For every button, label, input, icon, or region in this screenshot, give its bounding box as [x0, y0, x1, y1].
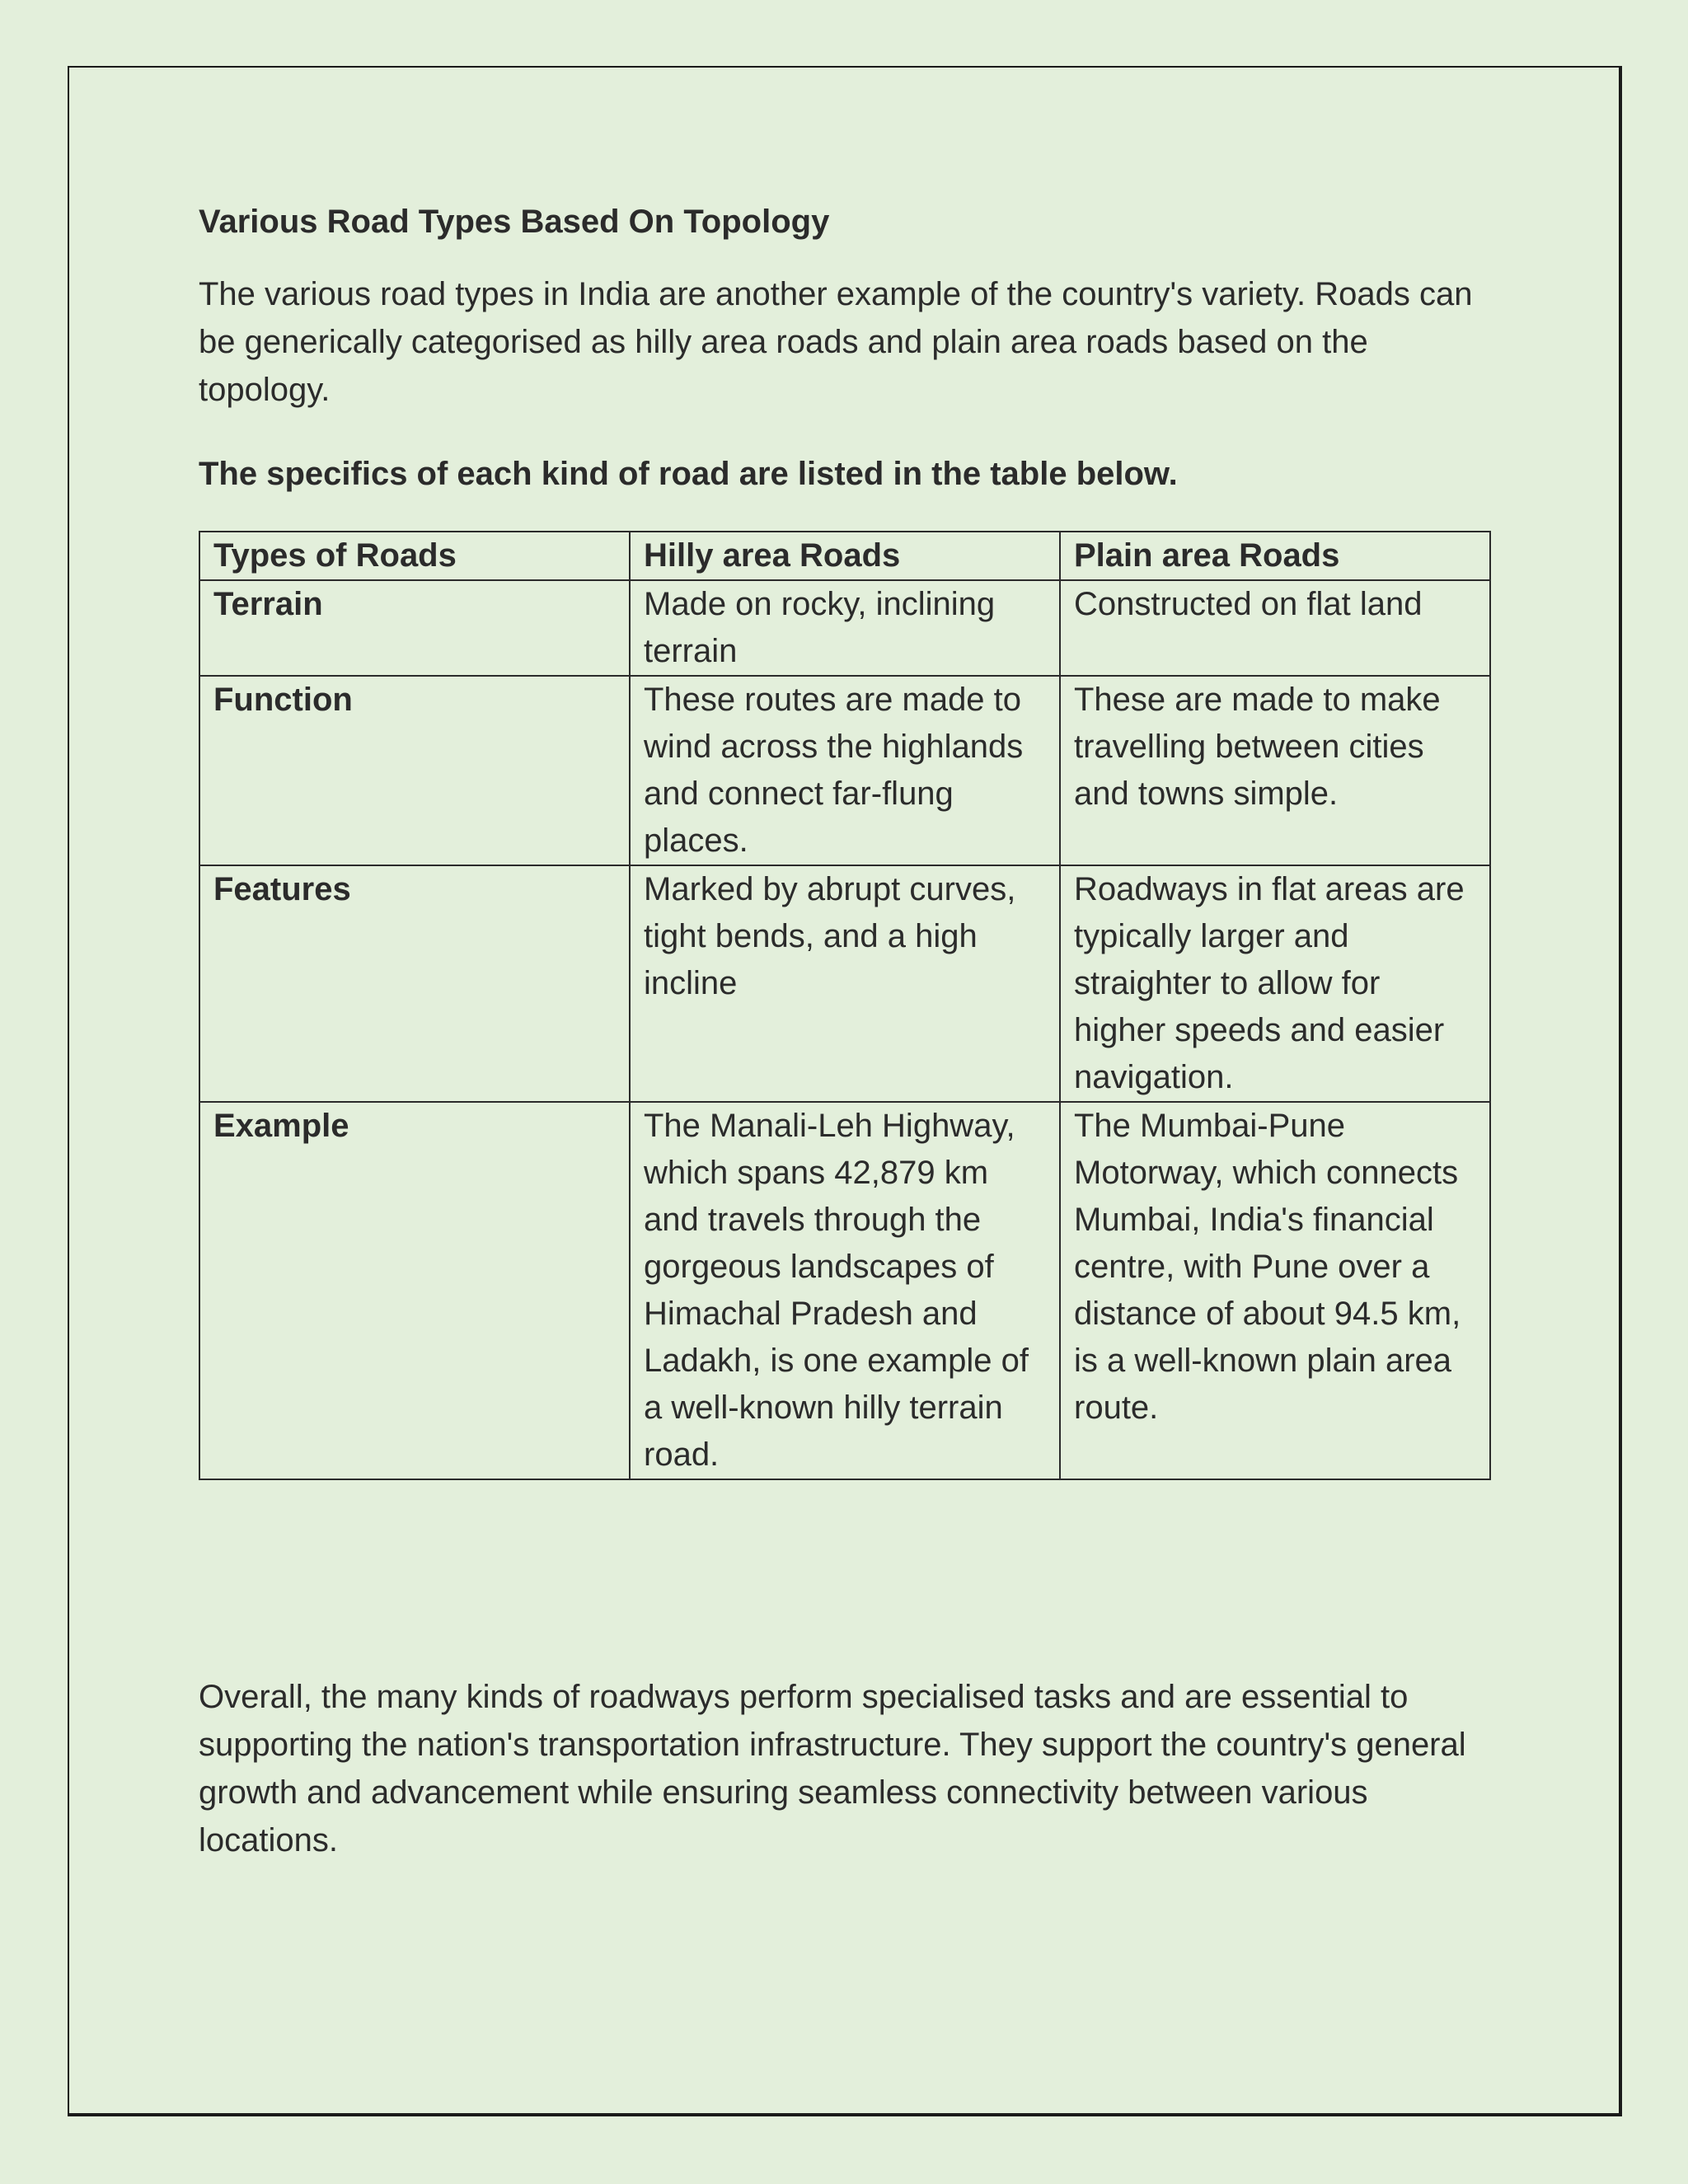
row-label-terrain: Terrain	[199, 580, 630, 676]
document-body	[199, 198, 1493, 1480]
road-types-table	[199, 531, 1491, 1480]
table-row-terrain	[199, 580, 1490, 676]
cell-features-plain: Roadways in flat areas are typically larger and straighter to allow for higher speeds and easier navigation.	[1060, 865, 1490, 1102]
row-label-features: Features	[199, 865, 630, 1102]
cell-example-hilly: The Manali-Leh Highway, which spans 42,879 km and travels through the gorgeous landscapes of Himachal Pradesh and Ladakh, is one example of a well-known hilly terrain road.	[630, 1102, 1060, 1479]
closing-paragraph: Overall, the many kinds of roadways perform specialised tasks and are essential to supporting the nation's transportation infrastructure. They support the country's general growth and advancement while ensuring seamless connectivity between various locations.	[199, 1679, 1466, 1858]
document-title: Various Road Types Based On Topology	[199, 204, 830, 240]
intro-paragraph: The various road types in India are another example of the country's variety. Roads can be generically categorised as hilly area roads and plain area roads based on the topology.	[199, 276, 1473, 408]
row-label-function: Function	[199, 676, 630, 865]
cell-function-hilly: These routes are made to wind across the highlands and connect far-flung places.	[630, 676, 1060, 865]
cell-function-plain: These are made to make travelling between cities and towns simple.	[1060, 676, 1490, 865]
table-header-row	[199, 532, 1490, 580]
header-types-of-roads: Types of Roads	[199, 532, 630, 580]
header-hilly-area-roads: Hilly area Roads	[630, 532, 1060, 580]
cell-terrain-hilly: Made on rocky, inclining terrain	[630, 580, 1060, 676]
table-row-function	[199, 676, 1490, 865]
header-plain-area-roads: Plain area Roads	[1060, 532, 1490, 580]
cell-example-plain: The Mumbai-Pune Motorway, which connects Mumbai, India's financial centre, with Pune over a distance of about 94.5 km, is a well-known plain area route.	[1060, 1102, 1490, 1479]
cell-terrain-plain: Constructed on flat land	[1060, 580, 1490, 676]
table-row-example	[199, 1102, 1490, 1479]
cell-features-hilly: Marked by abrupt curves, tight bends, and a high incline	[630, 865, 1060, 1102]
table-row-features	[199, 865, 1490, 1102]
table-caption: The specifics of each kind of road are listed in the table below.	[199, 456, 1178, 492]
row-label-example: Example	[199, 1102, 630, 1479]
